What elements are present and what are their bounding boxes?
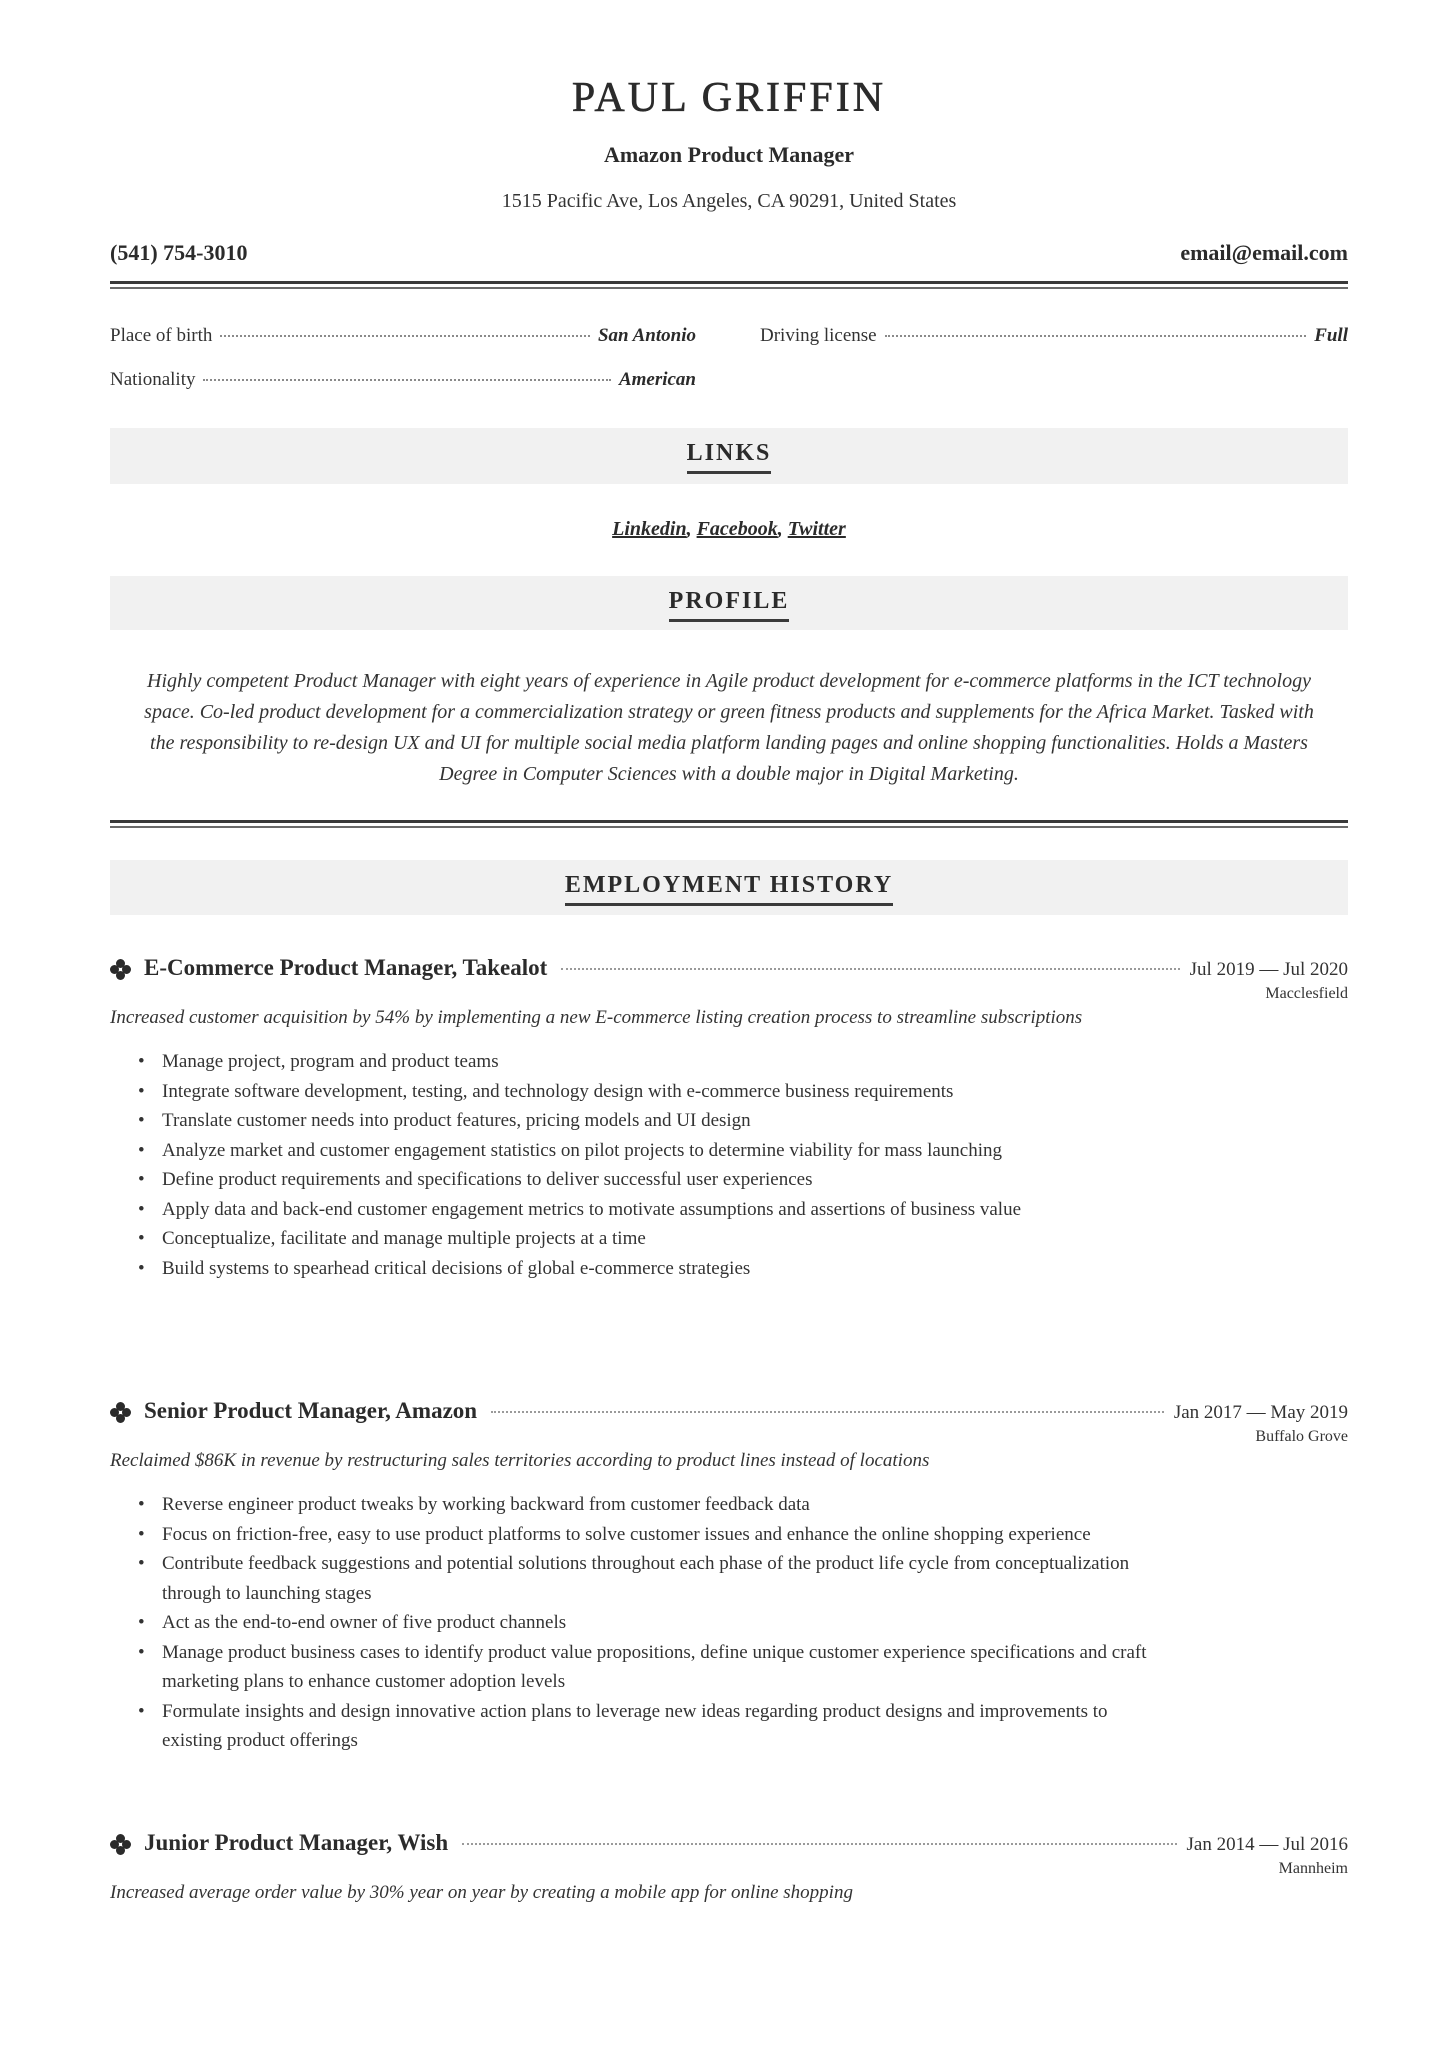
job-bullets	[110, 1490, 1162, 1756]
bullet-item: • Build systems to spearhead critical decisions of global e-commerce strategies	[162, 1254, 1162, 1284]
detail-label: Driving license	[760, 325, 877, 346]
job-dates: Jul 2019 — Jul 2020	[1189, 959, 1348, 980]
profile-divider	[110, 820, 1348, 828]
bullet-item: • Integrate software development, testing, and technology design with e-commerce business requirements	[162, 1077, 1162, 1107]
job-heading	[110, 955, 1348, 981]
job-entry	[110, 955, 1348, 1283]
candidate-job-title: Amazon Product Manager	[603, 142, 855, 167]
job-dates: Jan 2017 — May 2019	[1173, 1402, 1348, 1423]
section-links-header	[110, 428, 1348, 484]
job-title: Senior Product Manager, Amazon	[144, 1398, 478, 1423]
job-dates: Jan 2014 — Jul 2016	[1186, 1834, 1348, 1855]
detail-driving-license	[760, 325, 1348, 347]
job-title: E-Commerce Product Manager, Takealot	[144, 955, 548, 980]
contact-row	[110, 240, 1348, 266]
bullet-item: • Reverse engineer product tweaks by working backward from customer feedback data	[162, 1490, 1162, 1520]
job-city: Buffalo Grove	[1255, 1428, 1348, 1445]
leader-dots	[462, 1843, 1176, 1845]
job-summary: Increased average order value by 30% year on year by creating a mobile app for online shopping	[110, 1882, 853, 1903]
bullet-item: • Analyze market and customer engagement statistics on pilot projects to determine viability for mass launching	[162, 1136, 1162, 1166]
detail-value: San Antonio	[597, 325, 696, 346]
leader-dots	[885, 335, 1307, 337]
quatrefoil-icon	[110, 1402, 132, 1424]
bullet-item: • Focus on friction-free, easy to use product platforms to solve customer issues and enhance the online shopping experience	[162, 1520, 1162, 1550]
job-city: Macclesfield	[1265, 985, 1348, 1002]
bullet-item: • Translate customer needs into product features, pricing models and UI design	[162, 1106, 1162, 1136]
job-heading	[110, 1398, 1348, 1424]
link-separator: ,	[686, 518, 697, 540]
quatrefoil-icon	[110, 959, 132, 981]
job-summary: Reclaimed $86K in revenue by restructuring sales territories according to product lines instead of locations	[110, 1450, 930, 1471]
leader-dots	[220, 335, 590, 337]
bullet-item: • Conceptualize, facilitate and manage multiple projects at a time	[162, 1224, 1162, 1254]
link-separator: ,	[777, 518, 788, 540]
email-address[interactable]: email@email.com	[1180, 240, 1348, 265]
job-title: Junior Product Manager, Wish	[144, 1830, 449, 1855]
section-profile-header	[110, 576, 1348, 630]
link-facebook[interactable]: Facebook	[696, 518, 778, 540]
bullet-item: • Manage project, program and product teams	[162, 1047, 1162, 1077]
job-entry	[110, 1398, 1348, 1756]
detail-value: Full	[1314, 325, 1348, 346]
job-heading	[110, 1830, 1348, 1856]
section-title: PROFILE	[669, 588, 790, 622]
leader-dots	[203, 379, 610, 381]
link-linkedin[interactable]: Linkedin	[612, 518, 687, 540]
section-title: EMPLOYMENT HISTORY	[565, 872, 893, 906]
leader-dots	[561, 968, 1179, 970]
detail-value: American	[618, 369, 696, 390]
detail-label: Place of birth	[110, 325, 213, 346]
links-list	[110, 518, 1348, 541]
bullet-item: • Define product requirements and specifications to deliver successful user experiences	[162, 1165, 1162, 1195]
job-bullets	[110, 1047, 1162, 1283]
candidate-address: 1515 Pacific Ave, Los Angeles, CA 90291, United States	[501, 190, 957, 212]
phone-number: (541) 754-3010	[110, 240, 248, 265]
leader-dots	[491, 1411, 1164, 1413]
bullet-item: • Contribute feedback suggestions and potential solutions throughout each phase of the product life cycle from conceptualization through to launching stages	[162, 1549, 1162, 1608]
job-entry	[110, 1830, 1348, 1908]
section-title: LINKS	[687, 440, 772, 474]
profile-summary: Highly competent Product Manager with eight years of experience in Agile product development for e-commerce platforms in the ICT technology space. Co-led product development for a commercialization strategy or green fitness products and supplements for the Africa Market. Tasked with the responsibility to re-design UX and UI for multiple social media platform landing pages and online shopping functionalities. Holds a Masters Degree in Computer Sciences with a double major in Digital Marketing.	[144, 670, 1314, 785]
job-summary: Increased customer acquisition by 54% by implementing a new E-commerce listing creation process to streamline subscriptions	[110, 1007, 1083, 1028]
bullet-item: • Act as the end-to-end owner of five product channels	[162, 1608, 1162, 1638]
job-city: Mannheim	[1278, 1860, 1348, 1877]
detail-label: Nationality	[110, 369, 196, 390]
detail-place-of-birth	[110, 325, 696, 347]
bullet-item: • Manage product business cases to identify product value propositions, define unique customer experience specifications and craft marketing plans to enhance customer adoption levels	[162, 1638, 1162, 1697]
quatrefoil-icon	[110, 1834, 132, 1856]
bullet-item: • Apply data and back-end customer engagement metrics to motivate assumptions and assertions of business value	[162, 1195, 1162, 1225]
section-employment-header	[110, 860, 1348, 915]
header-divider	[110, 281, 1348, 289]
link-twitter[interactable]: Twitter	[787, 518, 846, 540]
bullet-item: • Formulate insights and design innovative action plans to leverage new ideas regarding product designs and improvements to existing product offerings	[162, 1697, 1162, 1756]
detail-nationality	[110, 369, 696, 391]
candidate-name: PAUL GRIFFIN	[571, 75, 887, 121]
